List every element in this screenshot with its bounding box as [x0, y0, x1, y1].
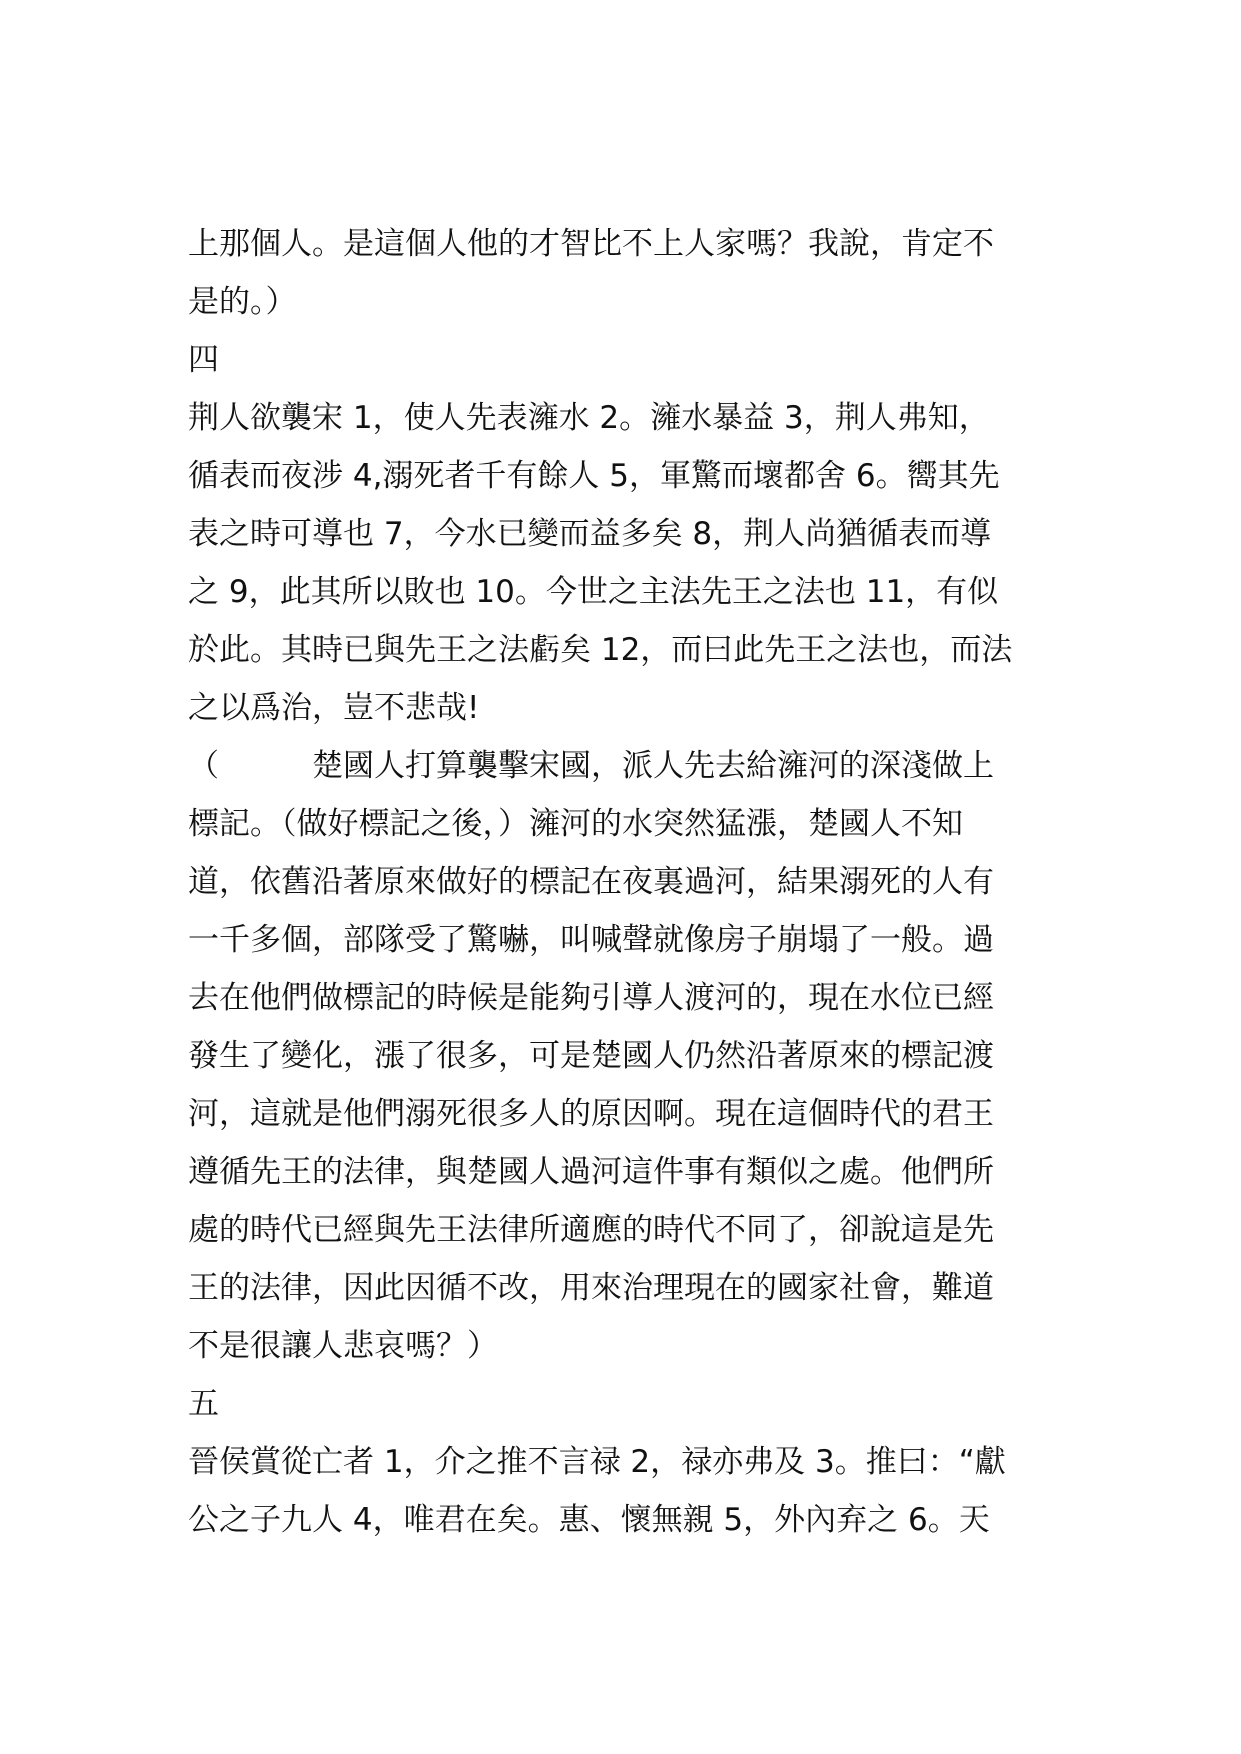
text-line: 於此。其時已與先王之法虧矣 12，而曰此先王之法也，而法 — [188, 632, 1013, 668]
text-line: 王的法律，因此因循不改，用來治理現在的國家社會，難道 — [188, 1270, 994, 1306]
section-heading: 五 — [188, 1386, 219, 1422]
text-line: 之以爲治，豈不悲哉! — [188, 690, 480, 726]
text-line: 遵循先王的法律，與楚國人過河這件事有類似之處。他們所 — [188, 1154, 994, 1190]
text-line: （ 楚國人打算襲擊宋國，派人先去給澭河的深淺做上 — [188, 748, 994, 784]
text-line: 發生了變化，漲了很多，可是楚國人仍然沿著原來的標記渡 — [188, 1038, 994, 1074]
section-heading: 四 — [188, 342, 219, 378]
text-line: 道，依舊沿著原來做好的標記在夜裏過河，結果溺死的人有 — [188, 864, 994, 900]
document-body — [188, 215, 1068, 1549]
text-line: 標記。（做好標記之後，）澭河的水突然猛漲，楚國人不知 — [188, 806, 963, 842]
text-line: 公之子九人 4，唯君在矣。惠、懷無親 5，外內弃之 6。天 — [188, 1502, 990, 1538]
text-line: 上那個人。是這個人他的才智比不上人家嗎？我說，肯定不 — [188, 226, 994, 262]
text-line: 循表而夜涉 4,溺死者千有餘人 5，軍驚而壞都舍 6。嚮其先 — [188, 458, 1000, 494]
text-line: 河，這就是他們溺死很多人的原因啊。現在這個時代的君王 — [188, 1096, 994, 1132]
text-line: 一千多個，部隊受了驚嚇，叫喊聲就像房子崩塌了一般。過 — [188, 922, 994, 958]
text-line: 是的。） — [188, 284, 297, 320]
text-line: 處的時代已經與先王法律所適應的時代不同了，卻說這是先 — [188, 1212, 994, 1248]
text-line: 之 9，此其所以敗也 10。今世之主法先王之法也 11，有似 — [188, 574, 999, 610]
text-line: 表之時可導也 7，今水已變而益多矣 8，荆人尚猶循表而導 — [188, 516, 992, 552]
text-line: 荆人欲襲宋 1，使人先表澭水 2。澭水暴益 3，荆人弗知， — [188, 400, 990, 436]
text-line: 去在他們做標記的時候是能夠引導人渡河的，現在水位已經 — [188, 980, 994, 1016]
text-line: 晉侯賞從亡者 1，介之推不言禄 2，禄亦弗及 3。推曰：“獻 — [188, 1444, 1006, 1480]
text-line: 不是很讓人悲哀嗎？） — [188, 1328, 498, 1364]
